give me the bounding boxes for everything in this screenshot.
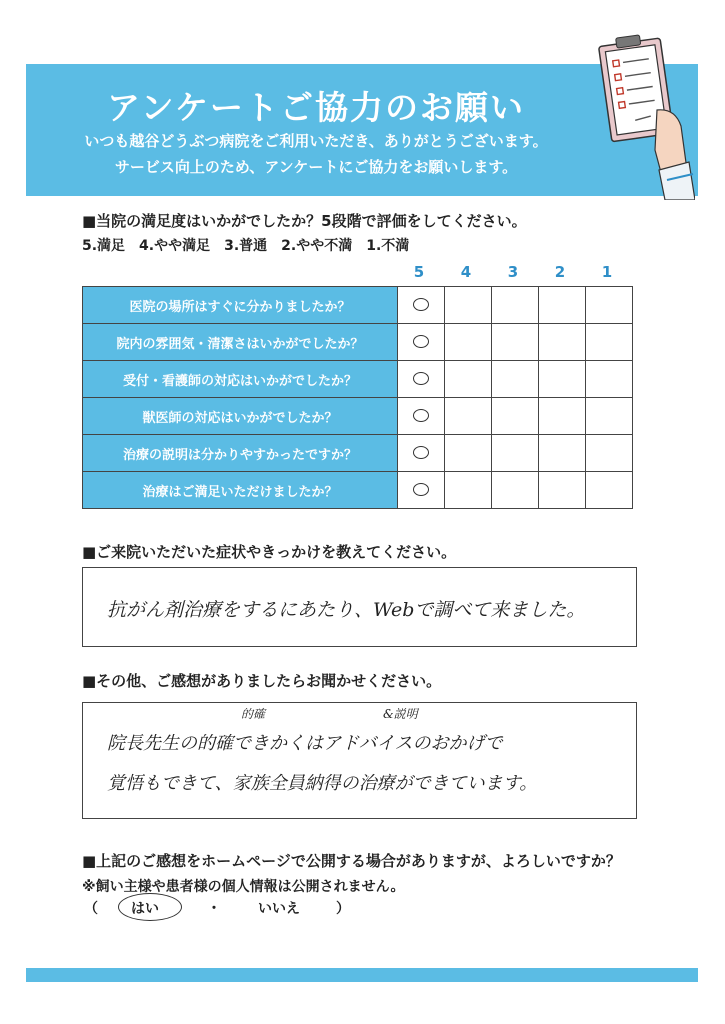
banner-greeting: いつも越谷どうぶつ病院をご利用いただき、ありがとうございます。 xyxy=(84,132,548,150)
rating-cell-3[interactable] xyxy=(492,398,539,435)
comments-line-2: 覚悟もできて、家族全員納得の治療ができています。 xyxy=(107,773,538,794)
rating-cell-1[interactable] xyxy=(586,361,633,398)
rating-cell-4[interactable] xyxy=(445,435,492,472)
yes-circle-mark xyxy=(118,893,182,921)
clipboard-icon xyxy=(595,30,695,200)
rating-cell-4[interactable] xyxy=(445,472,492,509)
privacy-note: ※飼い主様や患者様の個人情報は公開されません。 xyxy=(82,879,405,895)
selected-circle-mark xyxy=(413,409,429,422)
scale-label-2: 2 xyxy=(554,263,566,281)
no-option[interactable]: いいえ xyxy=(258,901,300,917)
rating-cell-2[interactable] xyxy=(539,287,586,324)
rating-row xyxy=(83,324,633,361)
comments-heading: ■その他、ご感想がありましたらお聞かせください。 xyxy=(82,672,442,690)
rating-cell-5[interactable] xyxy=(398,472,445,509)
rating-cell-1[interactable] xyxy=(586,324,633,361)
reason-answer-box xyxy=(82,567,637,647)
footer-bar xyxy=(26,968,698,982)
reason-answer-text: 抗がん剤治療をするにあたり、Webで調べて来ました。 xyxy=(107,599,586,621)
selected-circle-mark xyxy=(413,483,429,496)
rating-row xyxy=(83,398,633,435)
scale-legend: 5.満足 4.やや満足 3.普通 2.やや不満 1.不満 xyxy=(82,238,410,254)
survey-title: アンケートご協力のお願い xyxy=(106,88,526,127)
rating-question: 医院の場所はすぐに分かりましたか？ xyxy=(83,287,398,324)
rating-cell-2[interactable] xyxy=(539,435,586,472)
rating-cell-1[interactable] xyxy=(586,435,633,472)
rating-cell-3[interactable] xyxy=(492,324,539,361)
rating-cell-5[interactable] xyxy=(398,361,445,398)
rating-cell-3[interactable] xyxy=(492,472,539,509)
rating-question: 治療はご満足いただけましたか？ xyxy=(83,472,398,509)
banner-request: サービス向上のため、アンケートにご協力をお願いします。 xyxy=(114,158,518,176)
rating-cell-5[interactable] xyxy=(398,398,445,435)
rating-cell-4[interactable] xyxy=(445,287,492,324)
rating-row xyxy=(83,361,633,398)
publish-heading: ■上記のご感想をホームページで公開する場合がありますが、よろしいですか？ xyxy=(82,852,621,870)
rating-cell-5[interactable] xyxy=(398,324,445,361)
selected-circle-mark xyxy=(413,446,429,459)
rating-cell-1[interactable] xyxy=(586,287,633,324)
rating-cell-4[interactable] xyxy=(445,398,492,435)
rating-cell-2[interactable] xyxy=(539,324,586,361)
comments-insert-setsumei: &説明 xyxy=(383,707,418,721)
rating-cell-1[interactable] xyxy=(586,472,633,509)
rating-cell-4[interactable] xyxy=(445,361,492,398)
rating-question: 治療の説明は分かりやすかったですか？ xyxy=(83,435,398,472)
rating-row xyxy=(83,472,633,509)
rating-row xyxy=(83,435,633,472)
selected-circle-mark xyxy=(413,298,429,311)
scale-label-3: 3 xyxy=(507,263,519,281)
open-paren: （ xyxy=(84,901,98,917)
comments-insert-kakaku: 的確 xyxy=(241,707,266,721)
comments-line-1: 院長先生の的確できかくはアドバイスのおかげで xyxy=(107,733,503,754)
selected-circle-mark xyxy=(413,372,429,385)
rating-row xyxy=(83,287,633,324)
reason-heading: ■ご来院いただいた症状やきっかけを教えてください。 xyxy=(82,543,457,561)
satisfaction-heading: ■当院の満足度はいかがでしたか？5段階で評価をしてください。 xyxy=(82,212,527,230)
option-separator: ・ xyxy=(207,901,221,917)
yes-option[interactable]: はい xyxy=(131,901,159,917)
rating-question: 院内の雰囲気・清潔さはいかがでしたか？ xyxy=(83,324,398,361)
close-paren: ） xyxy=(336,901,350,917)
rating-question: 獣医師の対応はいかがでしたか？ xyxy=(83,398,398,435)
scale-label-4: 4 xyxy=(460,263,472,281)
rating-cell-5[interactable] xyxy=(398,287,445,324)
rating-cell-2[interactable] xyxy=(539,361,586,398)
comments-answer-box xyxy=(82,702,637,819)
rating-cell-4[interactable] xyxy=(445,324,492,361)
rating-question: 受付・看護師の対応はいかがでしたか？ xyxy=(83,361,398,398)
scale-label-5: 5 xyxy=(413,263,425,281)
rating-cell-1[interactable] xyxy=(586,398,633,435)
rating-cell-3[interactable] xyxy=(492,435,539,472)
rating-cell-3[interactable] xyxy=(492,287,539,324)
scale-label-1: 1 xyxy=(601,263,613,281)
rating-cell-3[interactable] xyxy=(492,361,539,398)
rating-cell-2[interactable] xyxy=(539,472,586,509)
rating-cell-5[interactable] xyxy=(398,435,445,472)
selected-circle-mark xyxy=(413,335,429,348)
rating-cell-2[interactable] xyxy=(539,398,586,435)
rating-table xyxy=(82,286,633,509)
